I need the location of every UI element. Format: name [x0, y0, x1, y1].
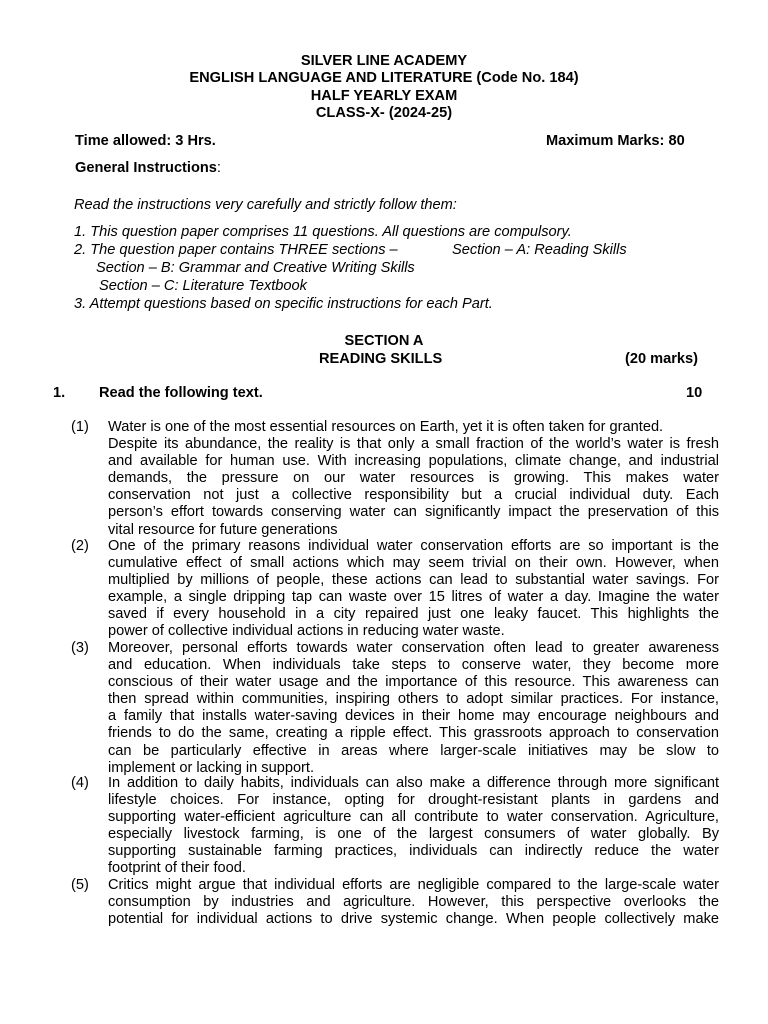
- paragraph-4: [108, 775, 719, 878]
- paragraph-line: potential for individual actions to drive systemic change. When people collectively make: [108, 911, 719, 928]
- paragraph-line: multiplied by millions of people, these actions can lead to substantial water savings. For: [108, 572, 719, 589]
- instruction-item-3: 3. Attempt questions based on specific instructions for each Part.: [74, 296, 493, 312]
- paragraph-line: consumption by industries and agriculture. However, this perspective overlooks the: [108, 894, 719, 911]
- paragraph-line: person’s effort towards conserving water can significantly impact the preservation of this: [108, 504, 719, 521]
- paragraph-line: and available for human use. With increasing populations, climate change, and industrial: [108, 453, 719, 470]
- question-marks: 10: [686, 385, 703, 401]
- paragraph-number: (1): [71, 419, 89, 435]
- paragraph-line: lifestyle choices. For instance, opting for drought-resistant plants in gardens and: [108, 792, 719, 809]
- instruction-section-b: Section – B: Grammar and Creative Writing Skills: [96, 260, 415, 276]
- paragraph-line: demands, the pressure on our water resources is growing. This makes water: [108, 470, 719, 487]
- paragraph-line: conservation not just a collective responsibility but a crucial individual duty. Each: [108, 487, 719, 504]
- instruction-section-c: Section – C: Literature Textbook: [99, 278, 307, 294]
- paragraph-5: [108, 877, 719, 928]
- paragraph-line: and education. When individuals take steps to conserve water, they become more: [108, 657, 719, 674]
- paragraph-line: can be particularly effective in areas where larger-scale initiatives may be slow to: [108, 742, 719, 759]
- paragraph-1: [108, 419, 719, 539]
- paragraph-line: conscious of their water usage and the importance of this resource. This awareness can: [108, 674, 719, 691]
- exam-title: HALF YEARLY EXAM: [310, 88, 458, 104]
- general-instructions-colon: :: [216, 160, 221, 176]
- paragraph-line: One of the primary reasons individual water conservation efforts are so important is the: [108, 538, 719, 554]
- section-subtitle: READING SKILLS: [319, 351, 443, 367]
- class-title: CLASS-X- (2024-25): [315, 105, 453, 121]
- paragraph-line: example, a single dripping tap can waste over 15 litres of water a day. Imagine the water: [108, 589, 719, 606]
- paragraph-line: cumulative effect of small actions which may seem trivial on their own. However, when: [108, 555, 719, 572]
- paragraph-line: saved if every household in a city repaired just one leaky faucet. This highlights the: [108, 606, 719, 623]
- paragraph-line: power of collective individual actions in reducing water waste.: [108, 623, 505, 640]
- paragraph-line: Despite its abundance, the reality is that only a small fraction of the world’s water is fresh: [108, 436, 719, 453]
- section-marks: (20 marks): [625, 351, 699, 367]
- maximum-marks: Maximum Marks: 80: [546, 133, 685, 149]
- paragraph-number: (3): [71, 640, 89, 656]
- general-instructions-heading: [75, 160, 221, 176]
- question-number: 1.: [53, 385, 66, 401]
- paragraph-line: Critics might argue that individual efforts are negligible compared to the large-scale water: [108, 877, 719, 893]
- school-name: SILVER LINE ACADEMY: [300, 53, 468, 69]
- paragraph-3: [108, 640, 719, 777]
- paragraph-line: Water is one of the most essential resources on Earth, yet it is often taken for granted.: [108, 419, 664, 435]
- paragraph-line: vital resource for future generations: [108, 521, 338, 538]
- time-allowed: Time allowed: 3 Hrs.: [75, 133, 216, 149]
- paragraph-number: (4): [71, 775, 89, 791]
- paragraph-line: supporting water-efficient agriculture can all contribute to water conservation. Agriculture,: [108, 809, 719, 826]
- instruction-item-2: 2. The question paper contains THREE sections –: [74, 242, 398, 258]
- paragraph-line: In addition to daily habits, individuals can also make a difference through more significant: [108, 775, 719, 791]
- question-text: Read the following text.: [99, 385, 263, 401]
- instruction-section-a: Section – A: Reading Skills: [452, 242, 627, 258]
- section-title: SECTION A: [344, 333, 424, 349]
- general-instructions-label: General Instructions: [75, 160, 217, 176]
- paragraph-number: (5): [71, 877, 89, 893]
- paragraph-line: then spread within communities, inspiring others to adopt similar practices. For instance,: [108, 691, 719, 708]
- paragraph-line: footprint of their food.: [108, 860, 246, 877]
- paragraph-number: (2): [71, 538, 89, 554]
- paragraph-line: implement or lacking in support.: [108, 759, 315, 776]
- paragraph-line: a family that installs water-saving devices in their home may encourage neighbours and: [108, 708, 719, 725]
- paragraph-2: [108, 538, 719, 641]
- paragraph-line: especially livestock farming, is one of the largest consumers of water globally. By: [108, 826, 719, 843]
- instruction-item-1: 1. This question paper comprises 11 questions. All questions are compulsory.: [74, 224, 572, 240]
- paragraph-line: friends to do the same, creating a ripple effect. This grassroots approach to conservation: [108, 725, 719, 742]
- subject-title: ENGLISH LANGUAGE AND LITERATURE (Code No. 184): [189, 70, 579, 86]
- paragraph-line: supporting sustainable farming practices, individuals can indirectly reduce the water: [108, 843, 719, 860]
- paragraph-line: Moreover, personal efforts towards water conservation often lead to greater awareness: [108, 640, 719, 656]
- instructions-intro: Read the instructions very carefully and strictly follow them:: [74, 197, 457, 213]
